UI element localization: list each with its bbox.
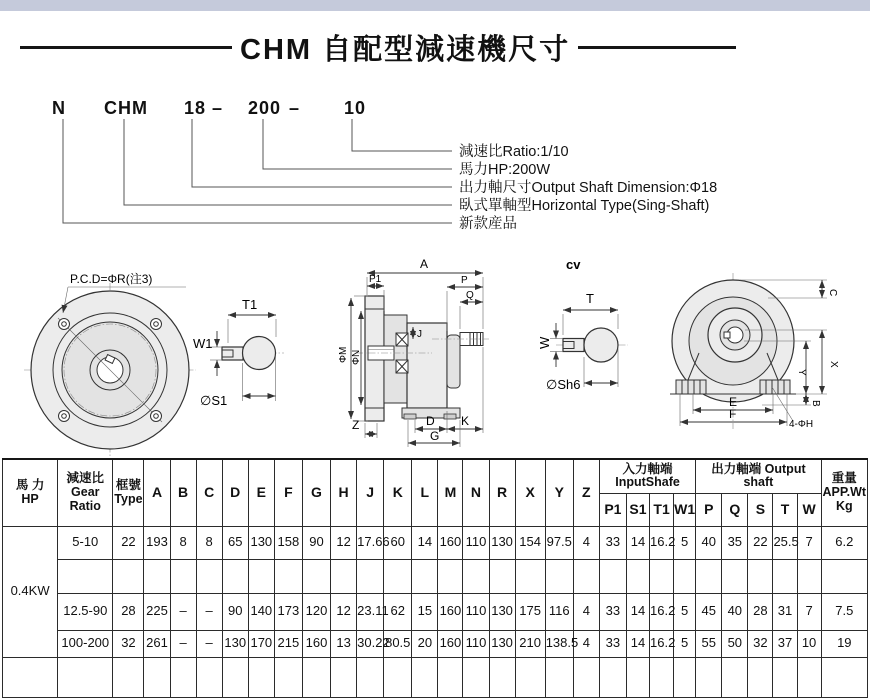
rear-view xyxy=(670,273,839,430)
col-header-w1: W1 xyxy=(674,493,696,526)
callout-label: 馬力HP:200W xyxy=(459,162,551,178)
col-group-input-shaft: 入力軸端InputShafe xyxy=(599,459,695,493)
table-cell xyxy=(463,559,489,593)
table-cell xyxy=(170,559,196,593)
col-header-ratio: 減速比 Gear Ratio xyxy=(58,459,113,526)
table-cell xyxy=(599,657,626,697)
table-cell: 175 xyxy=(515,593,545,630)
table-cell: 25.5 xyxy=(773,526,797,559)
table-cell xyxy=(821,559,867,593)
table-cell xyxy=(144,559,170,593)
table-cell xyxy=(113,559,144,593)
table-cell xyxy=(357,559,384,593)
table-cell: 140 xyxy=(248,593,274,630)
table-cell xyxy=(196,559,222,593)
table-cell xyxy=(489,559,515,593)
table-cell: 5 xyxy=(674,630,696,657)
table-cell: 10 xyxy=(797,630,821,657)
table-cell: 90 xyxy=(302,526,330,559)
table-cell: 16.2 xyxy=(650,593,674,630)
callout-label: 臥式單軸型Horizontal Type(Sing-Shaft) xyxy=(459,198,710,214)
table-cell xyxy=(573,559,599,593)
table-cell: 4 xyxy=(573,593,599,630)
model-segment: – xyxy=(212,98,224,118)
callout-label: 出力軸尺寸Output Shaft Dimension:Φ18 xyxy=(459,180,718,196)
table-cell xyxy=(113,657,144,697)
table-cell: 7 xyxy=(797,593,821,630)
table-cell: 16.2 xyxy=(650,526,674,559)
title-rule-right xyxy=(578,46,736,49)
col-header-q: Q xyxy=(722,493,748,526)
col-header-dim: E xyxy=(248,459,274,526)
table-cell xyxy=(515,559,545,593)
table-cell: 31 xyxy=(773,593,797,630)
table-cell: 30.22 xyxy=(357,630,384,657)
table-cell: 14 xyxy=(626,593,649,630)
input-shaft-end-view xyxy=(193,297,284,408)
dim-label-s1: ∅S1 xyxy=(200,393,228,408)
table-cell: 28 xyxy=(748,593,773,630)
table-cell xyxy=(599,559,626,593)
table-cell: 55 xyxy=(696,630,722,657)
table-cell xyxy=(696,559,722,593)
table-cell xyxy=(357,657,384,697)
table-body xyxy=(3,526,868,697)
model-segment: 10 xyxy=(344,98,367,118)
bolt-hole xyxy=(151,319,162,330)
table-cell xyxy=(545,657,573,697)
table-cell: 14 xyxy=(626,630,649,657)
table-cell: 160 xyxy=(438,630,463,657)
table-cell: 110 xyxy=(463,630,489,657)
col-header-dim: J xyxy=(357,459,384,526)
table-cell: 65 xyxy=(222,526,248,559)
output-shaft-end-view xyxy=(537,291,628,392)
table-cell xyxy=(573,657,599,697)
dim-label-b: B xyxy=(810,400,821,407)
table-row xyxy=(3,630,868,657)
table-cell: 7.5 xyxy=(821,593,867,630)
table-cell: 35 xyxy=(722,526,748,559)
table-cell: 130 xyxy=(489,630,515,657)
table-cell xyxy=(248,559,274,593)
dim-label-j: J xyxy=(417,329,422,340)
table-cell: 138.5 xyxy=(545,630,573,657)
pcd-label: P.C.D=ΦR(注3) xyxy=(70,272,153,286)
callout-label: 減速比Ratio:1/10 xyxy=(459,144,569,160)
callout-connector xyxy=(63,119,452,223)
dim-label-t: T xyxy=(586,291,594,306)
table-cell: 23.11 xyxy=(357,593,384,630)
table-cell: 60 xyxy=(384,526,412,559)
table-cell xyxy=(674,559,696,593)
col-header-dim: F xyxy=(274,459,302,526)
hp-value-cell xyxy=(3,657,58,697)
page-title: CHM 自配型減速機尺寸 xyxy=(240,34,571,66)
technical-drawings xyxy=(0,253,870,455)
col-header-dim: B xyxy=(170,459,196,526)
table-cell xyxy=(515,657,545,697)
hp-value-cell: 0.4KW xyxy=(3,526,58,657)
table-cell: 110 xyxy=(463,526,489,559)
col-header-dim: X xyxy=(515,459,545,526)
flange-front-view xyxy=(24,272,196,457)
cv-label: cv xyxy=(566,257,581,272)
col-header-dim: Z xyxy=(573,459,599,526)
table-cell: 90 xyxy=(222,593,248,630)
table-cell: 8 xyxy=(170,526,196,559)
col-header-dim: D xyxy=(222,459,248,526)
table-cell: 130 xyxy=(248,526,274,559)
table-cell: 158 xyxy=(274,526,302,559)
table-cell xyxy=(722,559,748,593)
dim-label-w: W xyxy=(537,336,552,349)
table-cell xyxy=(773,559,797,593)
dim-label-4phih: 4-ΦH xyxy=(789,419,814,430)
table-row xyxy=(3,559,868,593)
dim-label-sh6: ∅Sh6 xyxy=(546,377,581,392)
table-cell xyxy=(196,657,222,697)
table-cell xyxy=(331,559,357,593)
table-cell xyxy=(748,657,773,697)
table-cell: 154 xyxy=(515,526,545,559)
col-header-w: W xyxy=(797,493,821,526)
table-cell xyxy=(696,657,722,697)
table-cell: 160 xyxy=(438,593,463,630)
table-cell xyxy=(438,559,463,593)
col-header-dim: Y xyxy=(545,459,573,526)
side-section-view xyxy=(338,257,490,447)
table-cell xyxy=(274,559,302,593)
table-cell: 33 xyxy=(599,526,626,559)
table-cell: – xyxy=(196,593,222,630)
dim-label-q: Q xyxy=(466,290,474,301)
dim-label-y: Y xyxy=(796,369,807,376)
col-header-p: P xyxy=(696,493,722,526)
table-cell xyxy=(412,657,438,697)
table-cell xyxy=(797,657,821,697)
table-cell: 5 xyxy=(674,593,696,630)
dim-label-z: Z xyxy=(352,418,360,432)
table-cell: – xyxy=(196,630,222,657)
table-cell: 37 xyxy=(773,630,797,657)
table-cell xyxy=(821,657,867,697)
table-cell xyxy=(384,657,412,697)
table-cell: 62 xyxy=(384,593,412,630)
table-cell xyxy=(412,559,438,593)
table-cell xyxy=(489,657,515,697)
dim-label-f: F xyxy=(729,407,737,421)
table-cell: 116 xyxy=(545,593,573,630)
table-cell xyxy=(773,657,797,697)
table-cell xyxy=(545,559,573,593)
table-cell: – xyxy=(170,593,196,630)
table-cell: 160 xyxy=(438,526,463,559)
table-cell: 50 xyxy=(722,630,748,657)
table-cell: 45 xyxy=(696,593,722,630)
dim-label-g: G xyxy=(430,429,440,443)
model-segment: – xyxy=(289,98,301,118)
table-cell: 20 xyxy=(412,630,438,657)
table-cell: 40 xyxy=(722,593,748,630)
table-cell: 22 xyxy=(113,526,144,559)
table-cell: 14 xyxy=(412,526,438,559)
table-cell: 12 xyxy=(331,593,357,630)
dim-label-e: E xyxy=(729,395,738,409)
table-cell: 261 xyxy=(144,630,170,657)
col-group-output-shaft: 出力軸端 Output shaft xyxy=(696,459,821,493)
col-header-dim: N xyxy=(463,459,489,526)
ratio-cell: 12.5-90 xyxy=(58,593,113,630)
col-header-dim: L xyxy=(412,459,438,526)
dim-label-a: A xyxy=(420,257,429,271)
table-cell: 14 xyxy=(626,526,649,559)
table-cell: 32 xyxy=(748,630,773,657)
table-cell xyxy=(222,657,248,697)
table-cell: 32 xyxy=(113,630,144,657)
table-cell: 13 xyxy=(331,630,357,657)
table-cell: 97.5 xyxy=(545,526,573,559)
table-cell: 6.2 xyxy=(821,526,867,559)
col-header-dim: R xyxy=(489,459,515,526)
dim-label-k: K xyxy=(461,414,470,428)
table-cell xyxy=(748,559,773,593)
table-cell: 225 xyxy=(144,593,170,630)
callout-connector xyxy=(263,119,452,169)
col-header-t: T xyxy=(773,493,797,526)
table-cell xyxy=(170,657,196,697)
dim-label-p1: P1 xyxy=(369,274,382,285)
table-cell xyxy=(626,559,649,593)
table-cell: 4 xyxy=(573,526,599,559)
table-cell: 193 xyxy=(144,526,170,559)
dimension-table-wrap xyxy=(2,458,868,698)
table-cell: 12 xyxy=(331,526,357,559)
col-header-dim: M xyxy=(438,459,463,526)
table-cell: 130 xyxy=(489,526,515,559)
table-cell: 19 xyxy=(821,630,867,657)
table-cell: 17.66 xyxy=(357,526,384,559)
table-cell: 40 xyxy=(696,526,722,559)
bolt-hole xyxy=(59,411,70,422)
table-cell: 130 xyxy=(489,593,515,630)
table-cell: 8 xyxy=(196,526,222,559)
table-cell: 33 xyxy=(599,593,626,630)
table-cell xyxy=(797,559,821,593)
dim-label-w1: W1 xyxy=(193,336,213,351)
table-cell xyxy=(222,559,248,593)
dim-label-p: P xyxy=(461,275,468,286)
dim-label-x: X xyxy=(828,361,839,368)
col-header-s1: S1 xyxy=(626,493,649,526)
table-cell xyxy=(438,657,463,697)
dim-label-d: D xyxy=(426,414,435,428)
table-cell: 173 xyxy=(274,593,302,630)
table-cell xyxy=(722,657,748,697)
table-cell: 22 xyxy=(748,526,773,559)
ratio-cell xyxy=(58,559,113,593)
table-cell xyxy=(302,657,330,697)
table-cell: 170 xyxy=(248,630,274,657)
table-cell: 33 xyxy=(599,630,626,657)
table-cell: 215 xyxy=(274,630,302,657)
table-cell xyxy=(384,559,412,593)
table-cell xyxy=(626,657,649,697)
dim-label-t1: T1 xyxy=(242,297,258,312)
model-segment: 18 xyxy=(184,98,207,118)
col-header-type: 框號 Type xyxy=(113,459,144,526)
model-code-diagram xyxy=(0,92,870,252)
table-cell: 7 xyxy=(797,526,821,559)
table-cell xyxy=(650,657,674,697)
table-cell xyxy=(274,657,302,697)
table-row xyxy=(3,657,868,697)
col-header-hp: 馬 力 HP xyxy=(3,459,58,526)
ratio-cell: 5-10 xyxy=(58,526,113,559)
model-segment: N xyxy=(52,98,66,118)
col-header-dim: A xyxy=(144,459,170,526)
ratio-cell xyxy=(58,657,113,697)
table-cell: 120 xyxy=(302,593,330,630)
table-cell: 28 xyxy=(113,593,144,630)
model-segment: 200 xyxy=(248,98,282,118)
table-cell: 80.5 xyxy=(384,630,412,657)
table-cell: – xyxy=(170,630,196,657)
table-cell xyxy=(248,657,274,697)
table-cell: 110 xyxy=(463,593,489,630)
table-cell: 160 xyxy=(302,630,330,657)
dim-label-phim: ΦM xyxy=(338,346,349,363)
title-row xyxy=(20,27,736,68)
col-header-dim: C xyxy=(196,459,222,526)
table-cell xyxy=(144,657,170,697)
table-cell: 16.2 xyxy=(650,630,674,657)
col-header-p1: P1 xyxy=(599,493,626,526)
dimension-table xyxy=(2,458,868,698)
bolt-hole xyxy=(151,411,162,422)
title-rule-left xyxy=(20,46,232,49)
col-header-t1: T1 xyxy=(650,493,674,526)
col-header-dim: G xyxy=(302,459,330,526)
table-cell xyxy=(674,657,696,697)
table-cell: 5 xyxy=(674,526,696,559)
table-cell xyxy=(650,559,674,593)
bolt-hole xyxy=(59,319,70,330)
table-cell: 210 xyxy=(515,630,545,657)
table-cell xyxy=(463,657,489,697)
top-accent-bar xyxy=(0,0,870,11)
callout-connector xyxy=(124,119,452,205)
table-cell xyxy=(302,559,330,593)
col-header-dim: K xyxy=(384,459,412,526)
callout-connector xyxy=(192,119,452,187)
dim-label-phin: ΦN xyxy=(351,349,362,365)
callout-connector xyxy=(352,119,452,151)
table-cell: 4 xyxy=(573,630,599,657)
table-cell xyxy=(331,657,357,697)
table-cell: 15 xyxy=(412,593,438,630)
col-header-dim: H xyxy=(331,459,357,526)
col-header-weight: 重量 APP.Wt Kg xyxy=(821,459,867,526)
callout-label: 新款産品 xyxy=(459,216,517,232)
ratio-cell: 100-200 xyxy=(58,630,113,657)
dim-label-c: C xyxy=(827,289,838,297)
table-cell: 130 xyxy=(222,630,248,657)
table-row xyxy=(3,526,868,559)
col-header-s: S xyxy=(748,493,773,526)
model-segment: CHM xyxy=(104,98,148,118)
table-row xyxy=(3,593,868,630)
